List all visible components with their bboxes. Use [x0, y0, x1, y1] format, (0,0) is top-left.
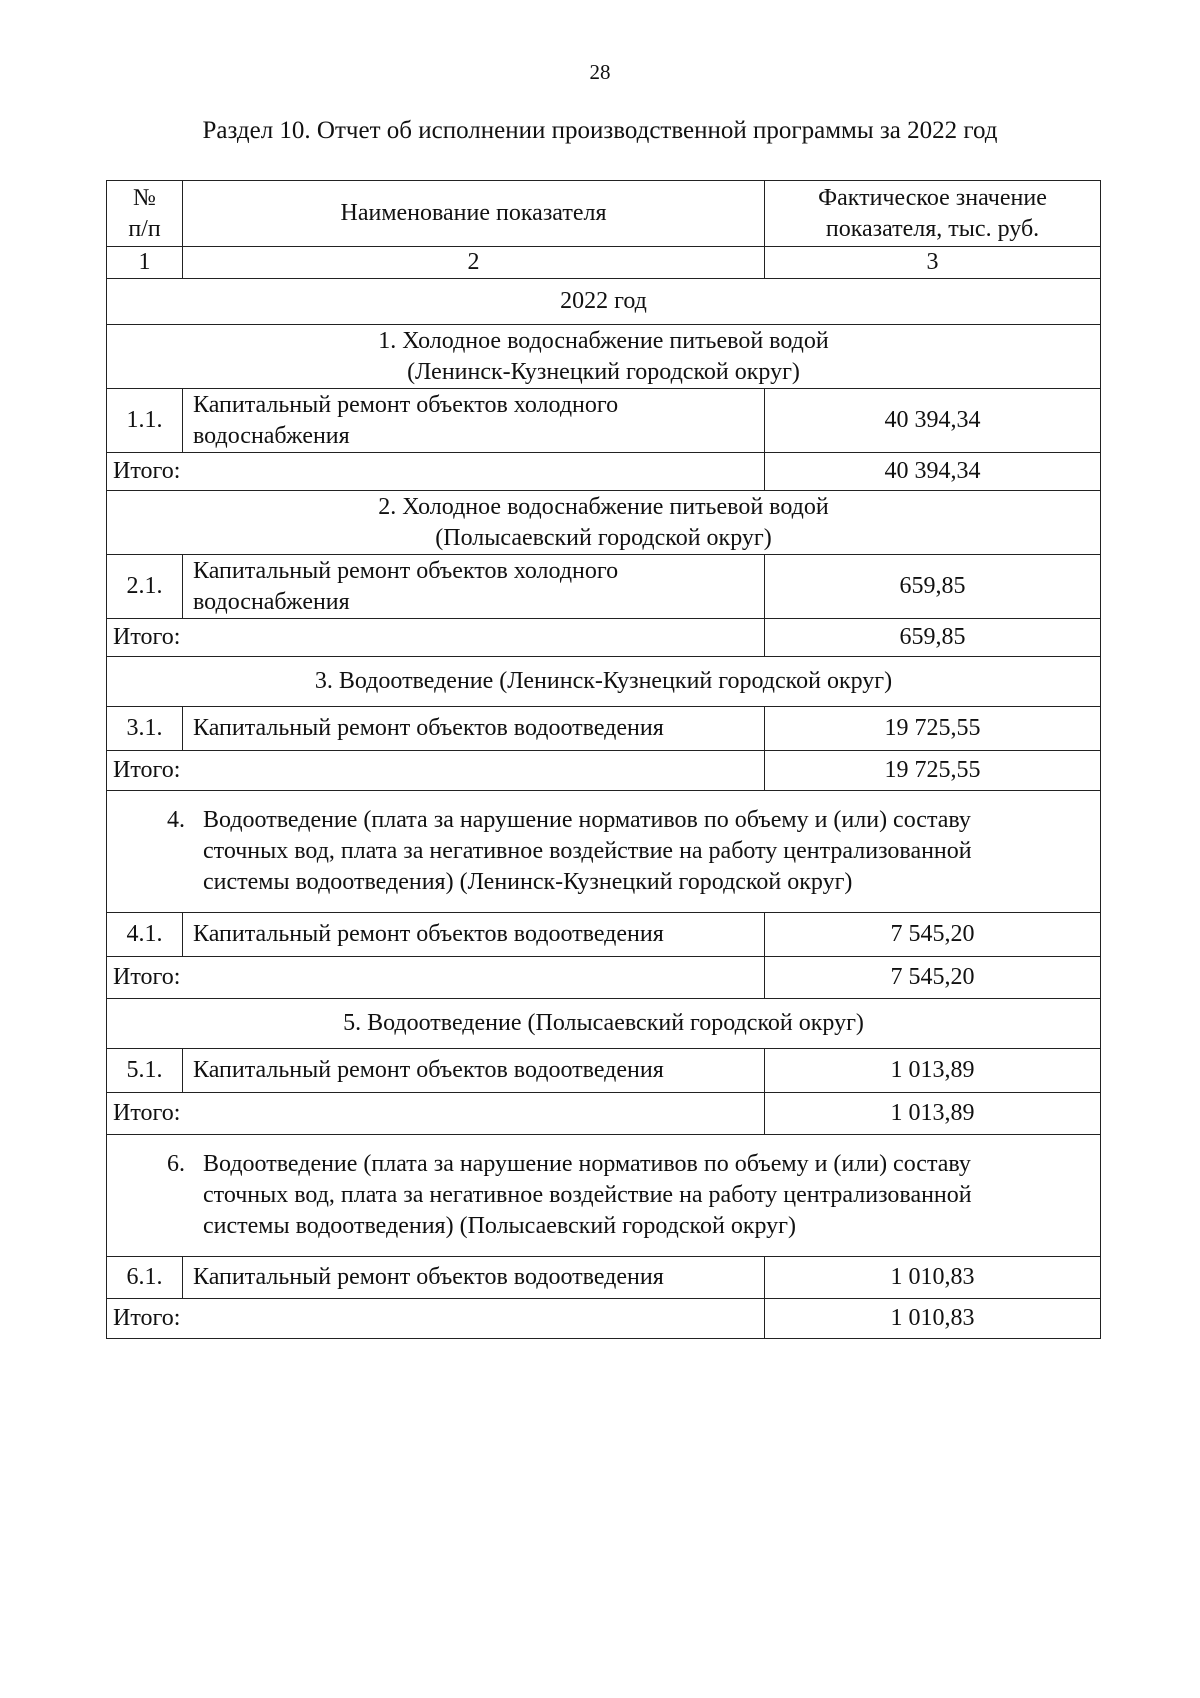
year-label: 2022 год — [107, 279, 1101, 325]
section-title-number: 6. — [167, 1151, 185, 1177]
item-number: 5.1. — [107, 1049, 183, 1093]
section-title — [107, 325, 1101, 389]
total-row — [107, 1299, 1101, 1339]
total-row — [107, 619, 1101, 657]
section-header — [107, 1135, 1101, 1257]
header-num — [107, 181, 183, 247]
section-title: 5. Водоотведение (Полысаевский городской округ) — [107, 999, 1101, 1049]
item-value: 1 013,89 — [765, 1049, 1101, 1093]
header-num-line2: п/п — [128, 215, 161, 242]
report-table — [106, 180, 1101, 1339]
item-number: 2.1. — [107, 555, 183, 619]
item-value: 659,85 — [765, 555, 1101, 619]
total-label: Итого: — [107, 751, 765, 791]
section-title — [107, 491, 1101, 555]
section-title-text — [203, 1149, 1069, 1242]
column-number: 2 — [183, 247, 765, 279]
section-header — [107, 325, 1101, 389]
section-title-line: сточных вод, плата за негативное воздействие на работу централизованной — [203, 1182, 972, 1208]
total-label: Итого: — [107, 1299, 765, 1339]
total-label: Итого: — [107, 619, 765, 657]
table-row — [107, 707, 1101, 751]
item-name: Капитальный ремонт объектов водоотведения — [183, 707, 765, 751]
section-title-line: системы водоотведения) (Полысаевский городской округ) — [203, 1213, 797, 1239]
item-name-line: водоснабжения — [193, 588, 350, 615]
header-name: Наименование показателя — [183, 181, 765, 247]
table-row — [107, 1257, 1101, 1299]
item-number: 3.1. — [107, 707, 183, 751]
item-name: Капитальный ремонт объектов водоотведения — [183, 1257, 765, 1299]
header-row — [107, 181, 1101, 247]
item-name: Капитальный ремонт объектов водоотведения — [183, 913, 765, 957]
section-header — [107, 657, 1101, 707]
table-row — [107, 913, 1101, 957]
section-header — [107, 491, 1101, 555]
section-title-line: 2. Холодное водоснабжение питьевой водой — [378, 493, 829, 520]
section-title-line: сточных вод, плата за негативное воздействие на работу централизованной — [203, 838, 972, 864]
section-header — [107, 791, 1101, 913]
table-row — [107, 389, 1101, 453]
header-value-line2: показателя, тыс. руб. — [825, 215, 1040, 242]
section-title-line: 1. Холодное водоснабжение питьевой водой — [378, 327, 829, 354]
item-number: 1.1. — [107, 389, 183, 453]
column-number: 3 — [765, 247, 1101, 279]
item-name — [183, 389, 765, 453]
total-row — [107, 1093, 1101, 1135]
item-number: 4.1. — [107, 913, 183, 957]
section-header — [107, 999, 1101, 1049]
total-value: 1 010,83 — [765, 1299, 1101, 1339]
column-number: 1 — [107, 247, 183, 279]
total-value: 19 725,55 — [765, 751, 1101, 791]
total-value: 1 013,89 — [765, 1093, 1101, 1135]
column-numbers-row — [107, 247, 1101, 279]
item-value: 1 010,83 — [765, 1257, 1101, 1299]
page-title: Раздел 10. Отчет об исполнении производственной программы за 2022 год — [202, 117, 998, 144]
header-num-line1: № — [133, 184, 156, 211]
table-row — [107, 1049, 1101, 1093]
header-value-line1: Фактическое значение — [818, 184, 1047, 211]
header-value — [765, 181, 1101, 247]
item-value: 19 725,55 — [765, 707, 1101, 751]
section-title-line: Водоотведение (плата за нарушение нормативов по объему и (или) составу — [203, 1151, 971, 1177]
page-number: 28 — [589, 60, 611, 84]
total-value: 40 394,34 — [765, 453, 1101, 491]
total-label: Итого: — [107, 957, 765, 999]
table-row — [107, 555, 1101, 619]
section-title — [107, 791, 1101, 913]
item-name-line: Капитальный ремонт объектов холодного — [193, 557, 619, 584]
section-title-line: (Ленинск-Кузнецкий городской округ) — [407, 358, 800, 385]
year-row — [107, 279, 1101, 325]
item-name-line: Капитальный ремонт объектов холодного — [193, 391, 619, 418]
item-name-line: водоснабжения — [193, 422, 350, 449]
section-title-number: 4. — [167, 807, 185, 833]
total-row — [107, 453, 1101, 491]
total-label: Итого: — [107, 453, 765, 491]
total-value: 659,85 — [765, 619, 1101, 657]
section-title — [107, 1135, 1101, 1257]
total-row — [107, 751, 1101, 791]
section-title: 3. Водоотведение (Ленинск-Кузнецкий городской округ) — [107, 657, 1101, 707]
total-row — [107, 957, 1101, 999]
total-value: 7 545,20 — [765, 957, 1101, 999]
item-number: 6.1. — [107, 1257, 183, 1299]
item-value: 40 394,34 — [765, 389, 1101, 453]
section-title-line: (Полысаевский городской округ) — [435, 524, 772, 551]
item-name — [183, 555, 765, 619]
section-title-line: системы водоотведения) (Ленинск-Кузнецкий городской округ) — [203, 869, 853, 895]
item-value: 7 545,20 — [765, 913, 1101, 957]
item-name: Капитальный ремонт объектов водоотведения — [183, 1049, 765, 1093]
total-label: Итого: — [107, 1093, 765, 1135]
section-title-line: Водоотведение (плата за нарушение нормативов по объему и (или) составу — [203, 807, 971, 833]
section-title-text — [203, 805, 1069, 898]
